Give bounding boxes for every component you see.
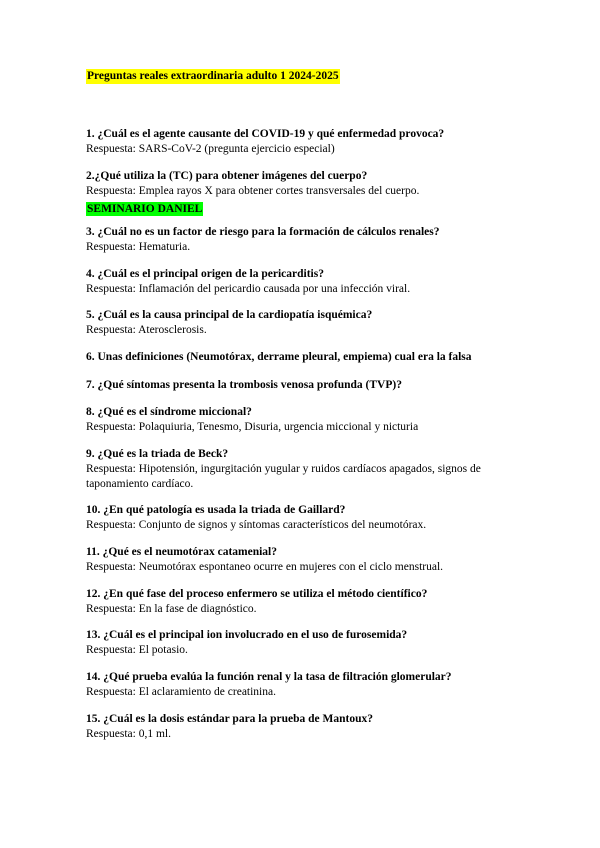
qa-item-1 (86, 127, 516, 157)
qa-item-13 (86, 628, 516, 658)
qa-item-3 (86, 225, 516, 255)
question: 3. ¿Cuál no es un factor de riesgo para la formación de cálculos renales? (86, 226, 440, 238)
document-title: Preguntas reales extraordinaria adulto 1 2024-2025 (87, 70, 339, 82)
qa-item-5 (86, 308, 516, 338)
answer: Respuesta: Emplea rayos X para obtener cortes transversales del cuerpo. (86, 185, 420, 197)
question: 2.¿Qué utiliza la (TC) para obtener imágenes del cuerpo? (86, 170, 368, 182)
answer: Respuesta: Polaquiuria, Tenesmo, Disuria, urgencia miccional y nicturia (86, 421, 419, 433)
answer: Respuesta: SARS-CoV-2 (pregunta ejercicio especial) (86, 143, 335, 155)
question: 9. ¿Qué es la triada de Beck? (86, 448, 229, 460)
question: 5. ¿Cuál es la causa principal de la cardiopatía isquémica? (86, 309, 373, 321)
question: 11. ¿Qué es el neumotórax catamenial? (86, 546, 278, 558)
answer: Respuesta: Conjunto de signos y síntomas característicos del neumotórax. (86, 519, 427, 531)
answer: Respuesta: En la fase de diagnóstico. (86, 603, 257, 615)
question: 14. ¿Qué prueba evalúa la función renal y la tasa de filtración glomerular? (86, 671, 452, 683)
question: 10. ¿En qué patología es usada la triada de Gaillard? (86, 504, 346, 516)
qa-item-8 (86, 405, 516, 435)
qa-item-4 (86, 267, 516, 297)
answer: Respuesta: Hematuria. (86, 241, 191, 253)
answer: Respuesta: Inflamación del pericardio causada por una infección viral. (86, 283, 411, 295)
answer: Respuesta: Neumotórax espontaneo ocurre en mujeres con el ciclo menstrual. (86, 561, 444, 573)
qa-item-14 (86, 670, 516, 700)
question: 1. ¿Cuál es el agente causante del COVID-19 y qué enfermedad provoca? (86, 128, 445, 140)
answer: Respuesta: Hipotensión, ingurgitación yugular y ruidos cardíacos apagados, signos de taponamiento cardíaco. (86, 463, 481, 490)
seminar-note: SEMINARIO DANIEL (87, 202, 203, 215)
question: 15. ¿Cuál es la dosis estándar para la prueba de Mantoux? (86, 713, 374, 725)
answer: Respuesta: El potasio. (86, 644, 188, 656)
qa-item-2 (86, 169, 516, 217)
question: 13. ¿Cuál es el principal ion involucrado en el uso de furosemida? (86, 629, 408, 641)
qa-item-15 (86, 712, 516, 742)
qa-item-7 (86, 378, 516, 393)
qa-item-9 (86, 447, 516, 491)
qa-item-11 (86, 545, 516, 575)
question: 8. ¿Qué es el síndrome miccional? (86, 406, 252, 418)
qa-item-6 (86, 350, 516, 365)
question: 6. Unas definiciones (Neumotórax, derrame pleural, empiema) cual era la falsa (86, 351, 472, 363)
question: 7. ¿Qué síntomas presenta la trombosis venosa profunda (TVP)? (86, 379, 402, 391)
answer: Respuesta: Aterosclerosis. (86, 324, 207, 336)
answer: Respuesta: 0,1 ml. (86, 728, 171, 740)
qa-item-12 (86, 587, 516, 617)
qa-item-10 (86, 503, 516, 533)
question: 4. ¿Cuál es el principal origen de la pericarditis? (86, 268, 324, 280)
answer: Respuesta: El aclaramiento de creatinina. (86, 686, 276, 698)
question: 12. ¿En qué fase del proceso enfermero se utiliza el método científico? (86, 588, 428, 600)
